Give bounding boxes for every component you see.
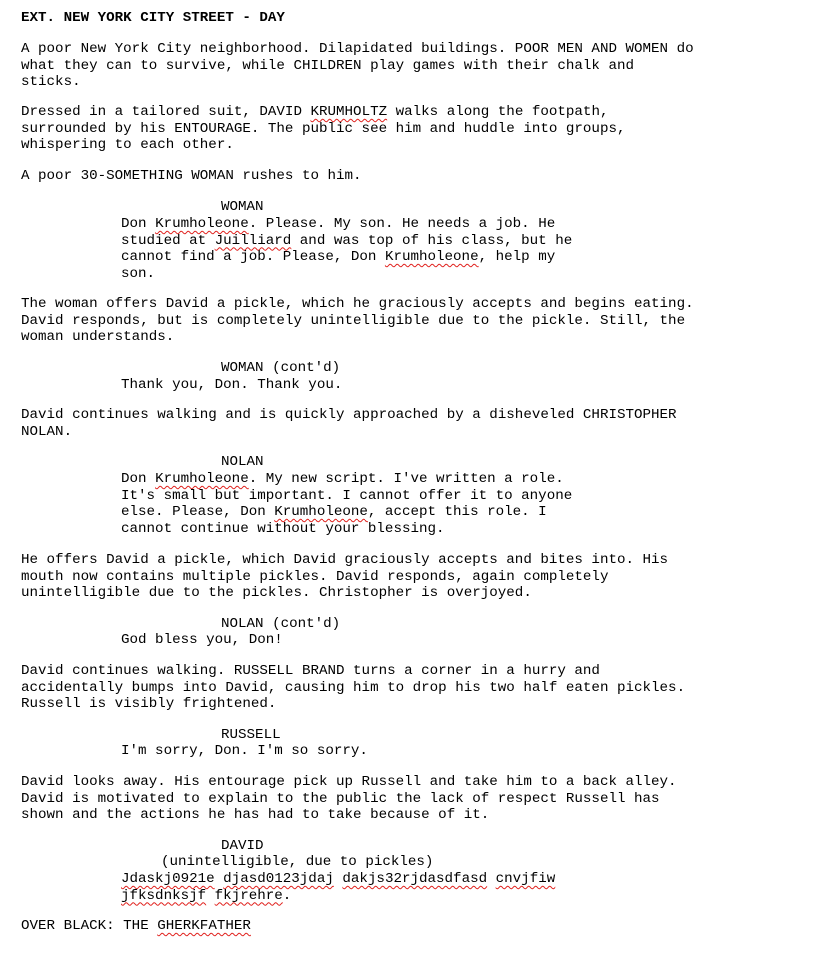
misspelled-word[interactable]: jfksdnksjf (121, 887, 207, 904)
dialogue: I'm sorry, Don. I'm so sorry. (121, 743, 368, 759)
misspelled-word[interactable]: KRUMHOLTZ (310, 104, 388, 120)
misspelled-word[interactable]: cnvjfiw (495, 871, 556, 887)
dialogue: Don Krumholeone. My new script. I've written a role. It's small but important. I cannot offer it to anyone else. Please, Don Krumholeone, accept this role. I cannot continue without your blessing. (121, 471, 573, 537)
dialogue: Don Krumholeone. Please. My son. He needs a job. He studied at Juilliard and was top of his class, but he cannot find a job. Please, Don Krumholeone, help my son. (121, 216, 573, 282)
action-paragraph: David continues walking and is quickly approached by a disheveled CHRISTOPHER NOLAN. (21, 407, 677, 440)
misspelled-word[interactable]: djasd0123jdaj (223, 871, 334, 887)
misspelled-word[interactable]: fkjrehre (214, 887, 283, 904)
action-paragraph: The woman offers David a pickle, which he graciously accepts and begins eating. David responds, but is completely unintelligible due to the pickle. Still, the woman understands. (21, 296, 694, 346)
parenthetical: (unintelligible, due to pickles) (161, 854, 434, 870)
action-paragraph: He offers David a pickle, which David graciously accepts and bites into. His mouth now contains multiple pickles. David responds, again completely unintelligible due to the pickles. Christopher is overjoyed. (21, 552, 669, 602)
character-name: WOMAN (cont'd) (221, 360, 341, 376)
scene-heading: EXT. NEW YORK CITY STREET - DAY (21, 10, 285, 26)
character-name: DAVID (221, 838, 264, 854)
dialogue: Jdaskj0921e djasd0123jdaj dakjs32rjdasdfasd cnvjfiw jfksdnksjf fkjrehre. (121, 871, 556, 904)
action-paragraph: A poor 30-SOMETHING WOMAN rushes to him. (21, 168, 362, 184)
action-paragraph: A poor New York City neighborhood. Dilapidated buildings. POOR MEN AND WOMEN do what they can to survive, while CHILDREN play games with their chalk and sticks. (21, 41, 694, 91)
misspelled-word[interactable]: Krumholeone (384, 249, 479, 266)
misspelled-word[interactable]: GHERKFATHER (157, 918, 251, 934)
character-name: WOMAN (221, 199, 264, 215)
action-paragraph: David continues walking. RUSSELL BRAND turns a corner in a hurry and accidentally bumps into David, causing him to drop his two half eaten pickles. Russell is visibly frightened. (21, 663, 686, 713)
dialogue: God bless you, Don! (121, 632, 283, 648)
misspelled-word[interactable]: Krumholeone (155, 216, 249, 232)
misspelled-word[interactable]: dakjs32rjdasdfasd (342, 871, 488, 887)
dialogue: Thank you, Don. Thank you. (121, 377, 343, 393)
misspelled-word[interactable]: Krumholeone (274, 504, 368, 521)
misspelled-word[interactable]: Juilliard (214, 232, 292, 249)
transition-ending: OVER BLACK: THE GHERKFATHER (21, 918, 251, 934)
character-name: NOLAN (221, 454, 264, 470)
action-paragraph: Dressed in a tailored suit, DAVID KRUMHOLTZ walks along the footpath, surrounded by his ENTOURAGE. The public see him and huddle into groups, whispering to each other. (21, 104, 626, 154)
action-paragraph: David looks away. His entourage pick up Russell and take him to a back alley. David is motivated to explain to the public the lack of respect Russell has shown and the actions he has had to take because of it. (21, 774, 677, 824)
character-name: NOLAN (cont'd) (221, 616, 341, 632)
misspelled-word[interactable]: Jdaskj0921e (121, 871, 215, 887)
character-name: RUSSELL (221, 727, 281, 743)
misspelled-word[interactable]: Krumholeone (155, 471, 249, 487)
